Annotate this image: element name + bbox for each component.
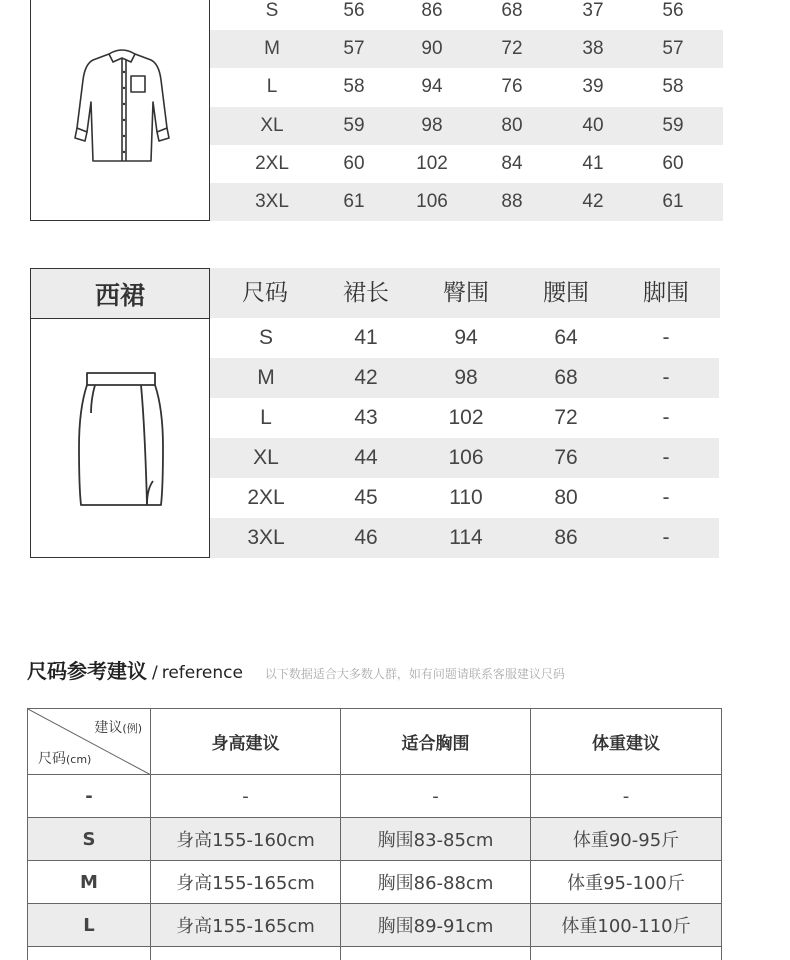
header-size: 尺码 [242, 280, 288, 306]
reference-table [27, 708, 722, 960]
shirt-table-row [210, 30, 723, 68]
skirt-cell: - [662, 366, 670, 389]
skirt-cell: 102 [448, 406, 484, 429]
shirt-table-row [210, 68, 723, 106]
table-row [28, 861, 722, 904]
height-cell: - [151, 775, 341, 818]
shirt-cell: 41 [582, 153, 604, 174]
height-cell: 身高155-165cm [151, 904, 341, 947]
corner-header-cell [28, 709, 151, 775]
skirt-cell: 114 [449, 526, 483, 549]
shirt-cell: 60 [343, 153, 365, 174]
size-cell: M [28, 861, 151, 904]
shirt-cell: 90 [421, 38, 443, 59]
size-cell: - [28, 775, 151, 818]
chest-cell [341, 947, 531, 960]
skirt-cell: 80 [554, 486, 578, 509]
skirt-cell: 46 [354, 526, 378, 549]
shirt-cell: 3XL [255, 191, 289, 212]
reference-title: 尺码参考建议 [27, 659, 147, 683]
shirt-cell: 60 [662, 153, 684, 174]
skirt-table-row [210, 438, 719, 478]
weight-cell: 体重95-100斤 [531, 861, 722, 904]
weight-cell: - [531, 775, 722, 818]
shirt-cell: 68 [501, 0, 523, 21]
shirt-cell: 37 [582, 0, 604, 21]
height-cell [151, 947, 341, 960]
shirt-cell: 2XL [255, 153, 289, 174]
shirt-cell: 56 [662, 0, 684, 21]
size-cell: L [28, 904, 151, 947]
header-weight: 体重建议 [531, 709, 722, 775]
skirt-cell: 45 [354, 486, 378, 509]
shirt-cell: 57 [343, 38, 365, 59]
shirt-cell: 98 [421, 115, 443, 136]
shirt-cell: 102 [416, 153, 448, 174]
shirt-cell: 61 [662, 191, 684, 212]
shirt-cell: 56 [343, 0, 365, 21]
weight-cell [531, 947, 722, 960]
skirt-cell: 2XL [247, 486, 285, 509]
height-cell: 身高155-165cm [151, 861, 341, 904]
skirt-cell: - [662, 406, 670, 429]
chest-cell: 胸围89-91cm [341, 904, 531, 947]
skirt-cell: 44 [354, 446, 378, 469]
shirt-cell: 58 [662, 76, 684, 97]
corner-label-size: 尺码(cm) [38, 751, 92, 767]
skirt-cell: M [257, 366, 275, 389]
shirt-cell: 61 [343, 191, 365, 212]
skirt-image-box [30, 318, 210, 558]
weight-cell: 体重100-110斤 [531, 904, 722, 947]
skirt-cell: 43 [354, 406, 378, 429]
shirt-cell: 40 [582, 115, 604, 136]
shirt-cell: 57 [662, 38, 684, 59]
table-row [28, 904, 722, 947]
weight-cell: 体重90-95斤 [531, 818, 722, 861]
shirt-table-row [210, 183, 723, 221]
reference-subtitle: reference [161, 663, 243, 683]
skirt-illustration [75, 369, 167, 511]
skirt-cell: 72 [554, 406, 578, 429]
shirt-image-box [30, 0, 210, 221]
skirt-cell: - [662, 446, 670, 469]
skirt-cell: 94 [454, 326, 478, 349]
shirt-cell: 84 [501, 153, 523, 174]
shirt-cell: S [265, 0, 279, 21]
skirt-table-title: 西裙 [30, 268, 210, 318]
header-hip: 臀围 [443, 280, 489, 306]
skirt-cell: L [260, 406, 272, 429]
table-row [28, 947, 722, 960]
header-height: 身高建议 [151, 709, 341, 775]
shirt-table-row [210, 145, 723, 183]
shirt-cell: 80 [501, 115, 523, 136]
shirt-table-row [210, 0, 723, 30]
skirt-cell: 64 [554, 326, 578, 349]
size-cell: S [28, 818, 151, 861]
shirt-cell: 106 [416, 191, 448, 212]
skirt-cell: 98 [454, 366, 478, 389]
skirt-cell: 76 [554, 446, 578, 469]
shirt-cell: L [266, 76, 278, 97]
shirt-cell: 88 [501, 191, 523, 212]
skirt-cell: 42 [354, 366, 378, 389]
height-cell: 身高155-160cm [151, 818, 341, 861]
skirt-table-row [210, 358, 719, 398]
skirt-cell: - [662, 486, 670, 509]
shirt-illustration [73, 46, 171, 166]
shirt-cell: 72 [501, 38, 523, 59]
skirt-cell: - [662, 326, 670, 349]
header-waist: 腰围 [543, 280, 589, 306]
chest-cell: 胸围86-88cm [341, 861, 531, 904]
header-skirt-length: 裙长 [343, 280, 389, 306]
shirt-cell: M [264, 38, 280, 59]
shirt-cell: 59 [662, 115, 684, 136]
chest-cell: - [341, 775, 531, 818]
shirt-cell: 58 [343, 76, 365, 97]
table-row [28, 775, 722, 818]
shirt-cell: 86 [421, 0, 443, 21]
reference-heading [27, 655, 565, 685]
skirt-cell: XL [253, 446, 279, 469]
corner-label-suggestion: 建议(例) [94, 720, 142, 736]
shirt-cell: 42 [582, 191, 604, 212]
skirt-cell: - [662, 526, 670, 549]
skirt-table-row [210, 478, 719, 518]
skirt-table-row [210, 518, 719, 558]
skirt-cell: 106 [448, 446, 484, 469]
shirt-cell: XL [260, 115, 284, 136]
header-hem: 脚围 [643, 280, 689, 306]
shirt-cell: 76 [501, 76, 523, 97]
skirt-cell: 110 [449, 486, 483, 509]
header-chest: 适合胸围 [341, 709, 531, 775]
shirt-cell: 39 [582, 76, 604, 97]
shirt-cell: 94 [421, 76, 443, 97]
skirt-cell: 3XL [247, 526, 285, 549]
skirt-table-row [210, 398, 719, 438]
skirt-cell: 68 [554, 366, 578, 389]
reference-note: 以下数据适合大多数人群，如有问题请联系客服建议尺码 [264, 667, 565, 681]
skirt-table-header [210, 268, 720, 318]
size-cell [28, 947, 151, 960]
skirt-cell: S [258, 326, 273, 349]
shirt-table-row [210, 107, 723, 145]
shirt-cell: 38 [582, 38, 604, 59]
chest-cell: 胸围83-85cm [341, 818, 531, 861]
skirt-cell: 86 [554, 526, 578, 549]
skirt-table-row [210, 318, 719, 358]
skirt-cell: 41 [354, 326, 378, 349]
shirt-cell: 59 [343, 115, 365, 136]
reference-slash: / [152, 663, 158, 683]
table-row [28, 818, 722, 861]
